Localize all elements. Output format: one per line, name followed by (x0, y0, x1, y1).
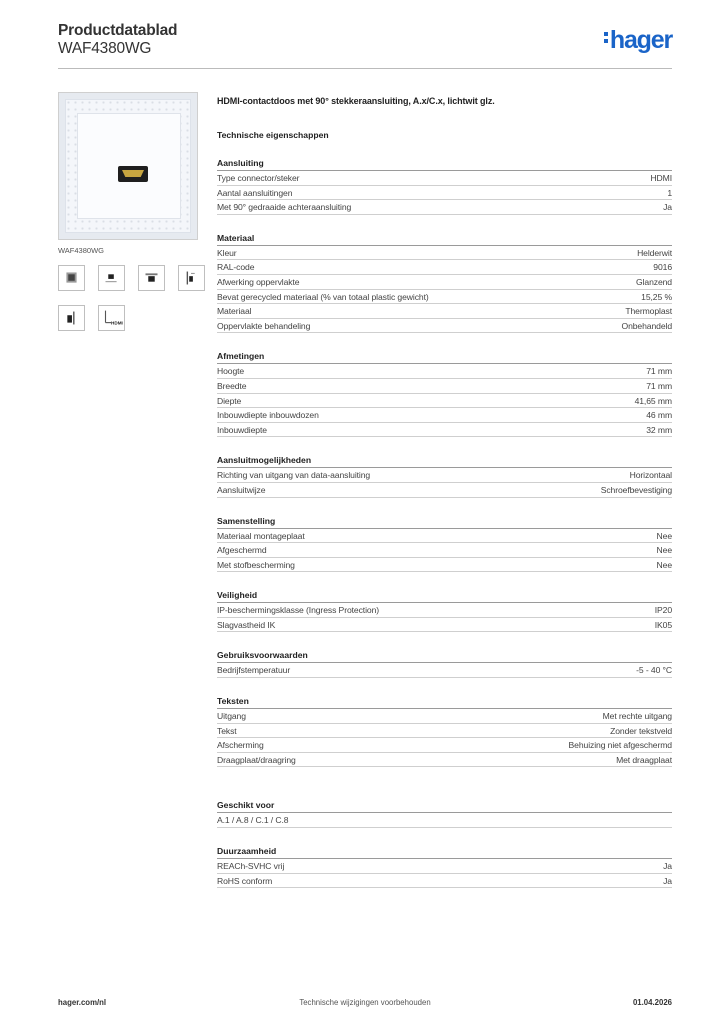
hdmi-label: HDMI (111, 320, 123, 326)
spec-value: 41,65 mm (634, 395, 672, 406)
spec-section (217, 515, 672, 573)
spec-label: Materiaal montageplaat (217, 530, 305, 541)
spec-value: Onbehandeld (621, 320, 672, 331)
spec-label: Draagplaat/draagring (217, 754, 296, 765)
spec-section (217, 695, 672, 767)
logo-text: hager (609, 26, 672, 54)
hager-logo[interactable] (604, 26, 672, 55)
spec-section (217, 649, 672, 678)
product-media-column (58, 92, 198, 331)
spec-row (217, 709, 672, 724)
product-code: WAF4380WG (58, 40, 152, 57)
spec-row (217, 290, 672, 305)
spec-row (217, 558, 672, 573)
footer-disclaimer: Technische wijzigingen voorbehouden (299, 998, 431, 1007)
spec-value: Zonder tekstveld (610, 725, 672, 736)
spec-row (217, 663, 672, 678)
pictogram-plug-front-icon (98, 265, 125, 291)
spec-label: Tekst (217, 725, 237, 736)
spec-row (217, 394, 672, 409)
spec-label: RAL-code (217, 262, 255, 273)
spec-row (217, 379, 672, 394)
spec-section (217, 350, 672, 437)
spec-label: Materiaal (217, 306, 252, 317)
product-description: HDMI-contactdoos met 90° stekkeraansluiting, A.x/C.x, lichtwit glz. (217, 96, 495, 106)
spec-label: Afwerking oppervlakte (217, 276, 300, 287)
image-caption: WAF4380WG (58, 246, 104, 255)
spec-value: 32 mm (646, 424, 672, 435)
footer-website-link[interactable]: hager.com/nl (58, 998, 107, 1007)
spec-label: RoHS conform (217, 875, 273, 886)
spec-section (217, 454, 672, 497)
spec-label: Inbouwdiepte inbouwdozen (217, 410, 319, 421)
spec-row (217, 543, 672, 558)
spec-section (217, 157, 672, 215)
spec-value: Ja (663, 875, 672, 886)
pictogram-socket-front-icon (58, 265, 85, 291)
document-title: Productdatablad (58, 22, 178, 39)
spec-sections (217, 157, 672, 888)
section-title: Teksten (217, 695, 672, 709)
spec-label: Kleur (217, 247, 237, 258)
section-title: Aansluiting (217, 157, 672, 171)
spec-section (217, 799, 672, 828)
hdmi-port-icon (118, 166, 148, 182)
spec-value: Thermoplast (625, 306, 672, 317)
cover-plate (65, 99, 191, 233)
spec-value: -5 - 40 °C (636, 665, 672, 676)
spec-value: 1 (667, 187, 672, 198)
spec-value: Met rechte uitgang (602, 711, 672, 722)
plate-face (77, 113, 181, 219)
spec-row (217, 186, 672, 201)
spec-row (217, 246, 672, 261)
spec-row (217, 724, 672, 739)
spec-row (217, 468, 672, 483)
pictogram-cover-icon (138, 265, 165, 291)
spec-value: Nee (656, 545, 672, 556)
spec-row (217, 603, 672, 618)
spec-label: Met stofbescherming (217, 559, 295, 570)
spec-value: HDMI (650, 173, 672, 183)
section-title: Gebruiksvoorwaarden (217, 649, 672, 663)
spec-label: Hoogte (217, 366, 245, 377)
logo-dots-icon (604, 29, 609, 46)
section-title: Afmetingen (217, 350, 672, 364)
section-title: Veiligheid (217, 589, 672, 603)
spec-row (217, 753, 672, 768)
spec-value: Met draagplaat (616, 754, 672, 765)
section-title: Materiaal (217, 232, 672, 246)
spec-value: 71 mm (646, 380, 672, 391)
spec-row (217, 408, 672, 423)
pictogram-side-view-icon (178, 265, 205, 291)
pictogram-hdmi-connection-icon (98, 305, 125, 331)
spec-label: Afgeschermd (217, 545, 267, 556)
spec-row (217, 319, 672, 334)
spec-label: Uitgang (217, 711, 246, 722)
pictogram-mounting-icon (58, 305, 85, 331)
section-title: Geschikt voor (217, 799, 672, 813)
spec-label: Breedte (217, 380, 247, 391)
spec-row (217, 260, 672, 275)
spec-row (217, 364, 672, 379)
spec-section (217, 232, 672, 334)
page-footer (58, 998, 672, 1010)
spec-value: Horizontaal (629, 470, 672, 481)
spec-label: Aantal aansluitingen (217, 187, 293, 198)
spec-label: Richting van uitgang van data-aansluiting (217, 470, 371, 481)
spec-row (217, 618, 672, 633)
spec-row (217, 529, 672, 544)
spec-row (217, 304, 672, 319)
section-title: Samenstelling (217, 515, 672, 529)
spec-label: Bevat gerecycled materiaal (% van totaal plastic gewicht) (217, 291, 429, 302)
tech-properties-title: Technische eigenschappen (217, 130, 329, 140)
spec-label: Type connector/steker (217, 173, 300, 183)
spec-row (217, 423, 672, 438)
spec-value: Ja (663, 202, 672, 213)
spec-row (217, 200, 672, 215)
spec-label: Oppervlakte behandeling (217, 320, 311, 331)
section-title: Aansluitmogelijkheden (217, 454, 672, 468)
section-title: Duurzaamheid (217, 845, 672, 859)
spec-label: Slagvastheid IK (217, 619, 276, 630)
footer-date: 01.04.2026 (632, 998, 672, 1007)
spec-row (217, 171, 672, 186)
spec-value: Behuizing niet afgeschermd (568, 740, 672, 751)
header-divider (58, 68, 672, 69)
spec-label: Met 90° gedraaide achteraansluiting (217, 202, 352, 213)
spec-label: IP-beschermingsklasse (Ingress Protection) (217, 605, 380, 616)
spec-label: Diepte (217, 395, 242, 406)
spec-row (217, 813, 672, 828)
spec-value: 71 mm (646, 366, 672, 377)
spec-row (217, 483, 672, 498)
spec-label: Bedrijfstemperatuur (217, 665, 291, 676)
spec-value: 9016 (653, 262, 672, 273)
spec-label: Inbouwdiepte (217, 424, 267, 435)
spec-value: 15,25 % (641, 291, 672, 302)
spec-label: REACh-SVHC vrij (217, 861, 285, 872)
spec-column (217, 96, 672, 888)
spec-value: Glanzend (636, 276, 672, 287)
spec-value: IP20 (654, 605, 672, 616)
spec-section (217, 845, 672, 888)
spec-label: Aansluitwijze (217, 484, 266, 495)
spec-row (217, 874, 672, 889)
spec-value: Nee (656, 530, 672, 541)
spec-value: Ja (663, 861, 672, 872)
spec-row (217, 738, 672, 753)
spec-section (217, 589, 672, 632)
spec-label: Afscherming (217, 740, 264, 751)
spec-label: A.1 / A.8 / C.1 / C.8 (217, 815, 289, 826)
page-header (58, 22, 672, 68)
spec-value: 46 mm (646, 410, 672, 421)
spec-row (217, 275, 672, 290)
spec-value: Helderwit (637, 247, 672, 258)
pictogram-grid (58, 265, 198, 331)
spec-value: IK05 (654, 619, 672, 630)
spec-value: Nee (656, 559, 672, 570)
spec-row (217, 859, 672, 874)
product-image (58, 92, 198, 240)
spec-value: Schroefbevestiging (600, 484, 672, 495)
